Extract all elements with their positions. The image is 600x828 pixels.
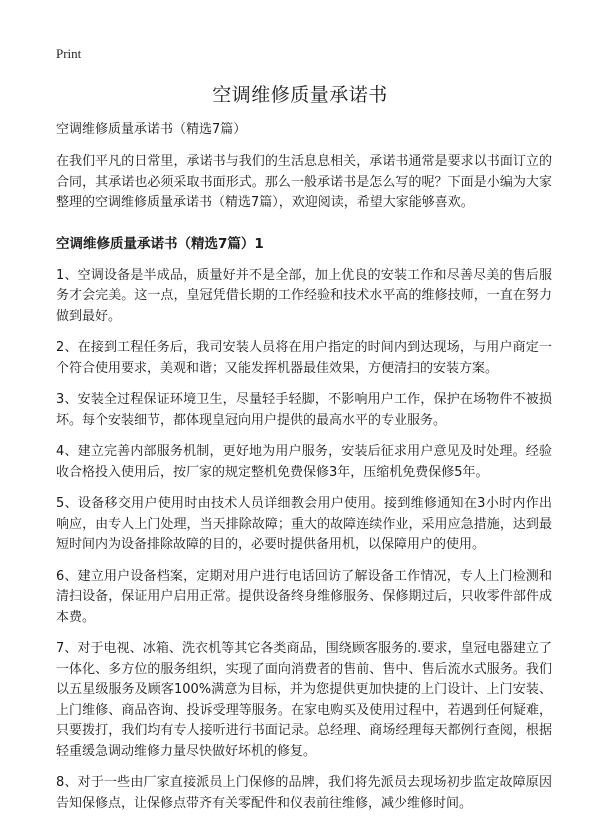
commitment-item-5: 5、设备移交用户使用时由技术人员详细教会用户使用。接到维修通知在3小时内作出响应，由专人上门处理，当天排除故障；重大的故障连续作业，采用应急措施，达到最短时间内为设备排除故障的目的，必要时提供备用机，以保障用户的使用。 xyxy=(56,496,552,552)
print-link[interactable]: Print xyxy=(56,46,82,61)
commitment-item-6: 6、建立用户设备档案，定期对用户进行电话回访了解设备工作情况，专人上门检测和清扫设备，保证用户启用正常。提供设备终身维修服务、保修期过后，只收零件部件成本费。 xyxy=(56,568,552,625)
commitment-item-3: 3、安装全过程保证环境卫生，尽量轻手轻脚，不影响用户工作，保护在场物件不被损坏。每个安装细节，都体现皇冠向用户提供的最高水平的专业服务。 xyxy=(56,392,552,428)
commitment-item-8: 8、对于一些由厂家直接派员上门保修的品牌，我们将先派员去现场初步监定故障原因告知保修点，让保修点带齐有关零配件和仪表前往维修，减少维修时间。 xyxy=(56,775,552,811)
commitment-item-7: 7、对于电视、冰箱、洗衣机等其它各类商品，围绕顾客服务的.要求，皇冠电器建立了一体化、多方位的服务组织，实现了面向消费者的售前、售中、售后流水式服务。我们以五星级服务及顾客100%满意为目标，并为您提供更加快捷的上门设计、上门安装、上门维修、商品咨询、投诉受理等服务。在家电购买及使用过程中，若遇到任何疑难，只要拨打，我们均有专人接听进行书面记录。总经理、商场经理每天都例行查阅，根据轻重缓急调动维修力量尽快做好坏机的修复。 xyxy=(56,641,552,759)
commitment-item-1: 1、空调设备是半成品，质量好并不是全部，加上优良的安装工作和尽善尽美的售后服务才会完美。这一点，皇冠凭借长期的工作经验和技术水平高的维修技师，一直在努力做到最好。 xyxy=(56,267,552,324)
commitment-item-4: 4、建立完善内部服务机制，更好地为用户服务，安装后征求用户意见及时处理。经验收合格投入使用后，按厂家的规定整机免费保修3年，压缩机免费保修5年。 xyxy=(56,444,552,480)
document-body xyxy=(56,120,552,825)
intro-paragraph: 在我们平凡的日常里，承诺书与我们的生活息息相关，承诺书通常是要求以书面订立的合同，其承诺也必须采取书面形式。那么一般承诺书是怎么写的呢？下面是小编为大家整理的空调维修质量承诺书（精选7篇），欢迎阅读，希望大家能够喜欢。 xyxy=(56,154,552,210)
document-subtitle: 空调维修质量承诺书（精选7篇） xyxy=(56,122,247,137)
section-heading: 空调维修质量承诺书（精选7篇）1 xyxy=(56,235,264,252)
document-title: 空调维修质量承诺书 xyxy=(212,84,388,106)
commitment-item-2: 2、在接到工程任务后，我司安装人员将在用户指定的时间内到达现场，与用户商定一个符合使用要求，美观和谐；又能发挥机器最佳效果，方便清扫的安装方案。 xyxy=(56,340,552,376)
